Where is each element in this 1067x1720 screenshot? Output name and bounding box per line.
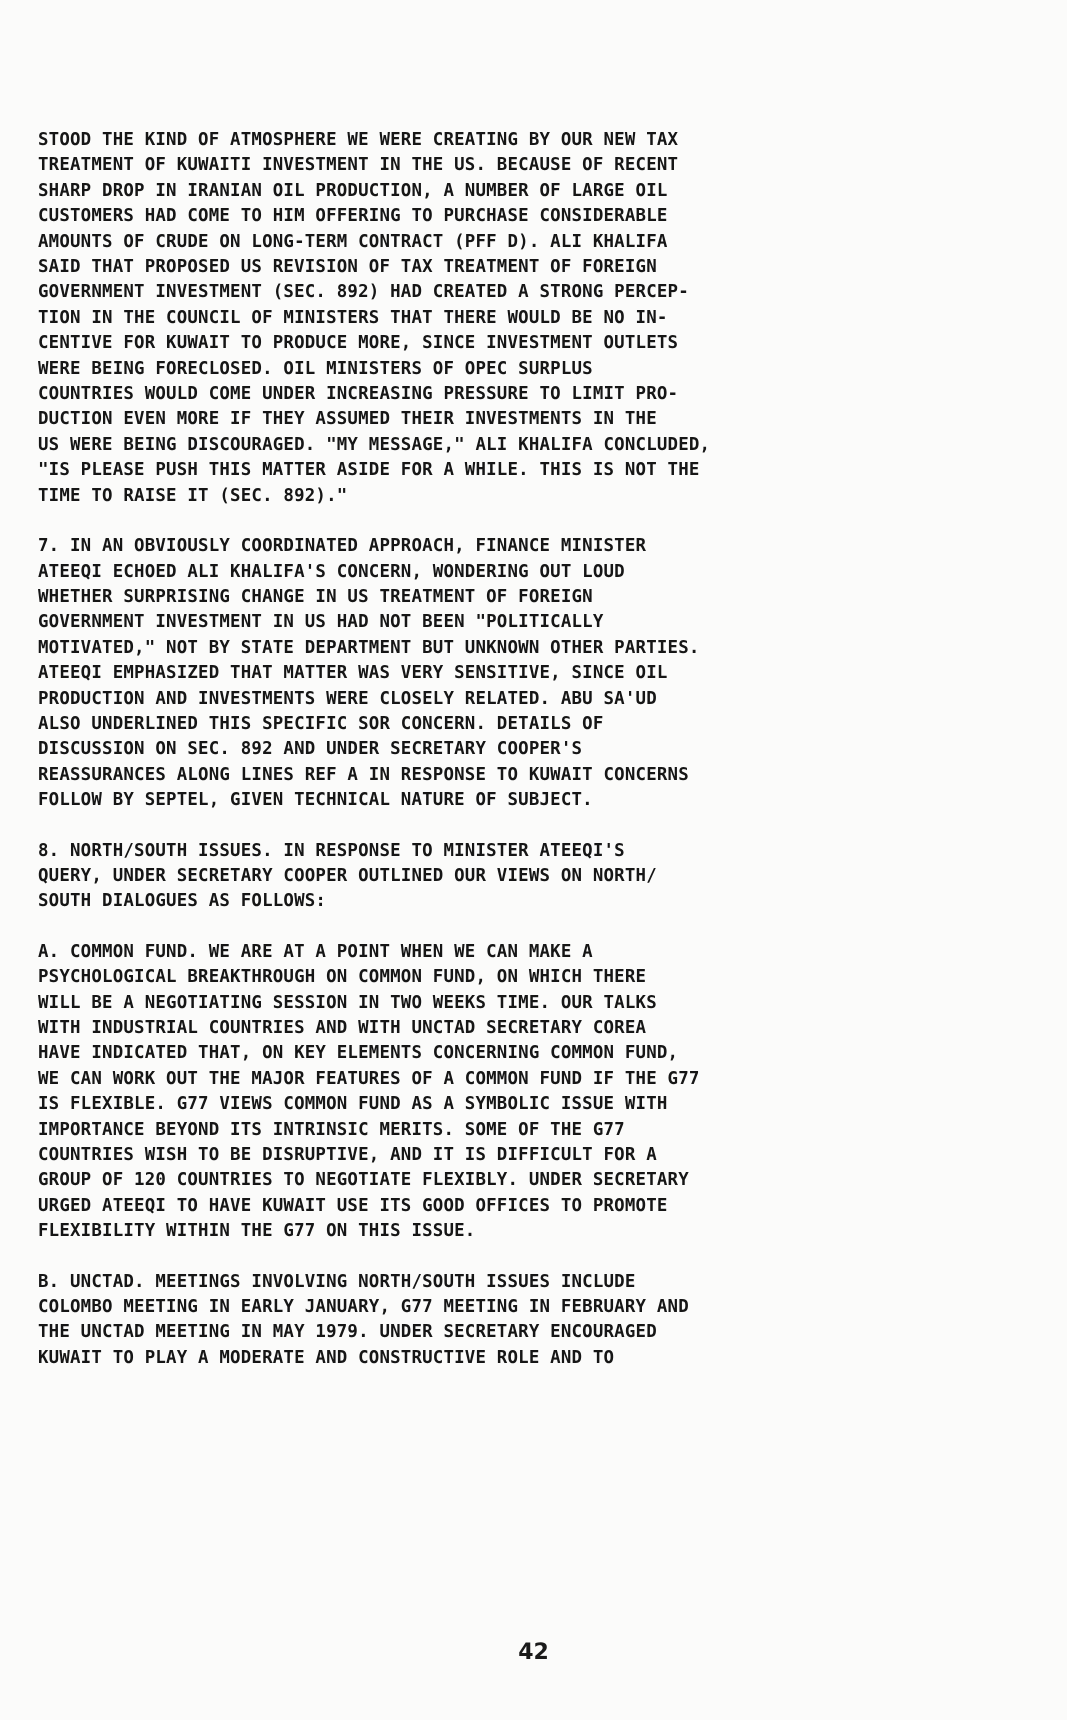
text-line: ATEEQI EMPHASIZED THAT MATTER WAS VERY SENSITIVE, SINCE OIL	[38, 663, 668, 684]
text-line: ALSO UNDERLINED THIS SPECIFIC SOR CONCERN. DETAILS OF	[38, 713, 604, 734]
paragraph-8a-common-fund	[38, 940, 1008, 1245]
text-line: 8. NORTH/SOUTH ISSUES. IN RESPONSE TO MINISTER ATEEQI'S	[38, 840, 625, 861]
text-line: WITH INDUSTRIAL COUNTRIES AND WITH UNCTAD SECRETARY COREA	[38, 1018, 647, 1038]
text-line: QUERY, UNDER SECRETARY COOPER OUTLINED OUR VIEWS ON NORTH/	[38, 865, 657, 886]
text-line: WE CAN WORK OUT THE MAJOR FEATURES OF A COMMON FUND IF THE G77	[38, 1068, 700, 1089]
text-line: TION IN THE COUNCIL OF MINISTERS THAT THERE WOULD BE NO IN-	[38, 307, 668, 328]
text-line: WHETHER SURPRISING CHANGE IN US TREATMENT OF FOREIGN	[38, 586, 593, 607]
text-line: IMPORTANCE BEYOND ITS INTRINSIC MERITS. SOME OF THE G77	[38, 1119, 625, 1140]
text-line: FLEXIBILITY WITHIN THE G77 ON THIS ISSUE.	[38, 1221, 476, 1242]
text-line: PSYCHOLOGICAL BREAKTHROUGH ON COMMON FUND, ON WHICH THERE	[38, 967, 647, 988]
text-line: GOVERNMENT INVESTMENT IN US HAD NOT BEEN "POLITICALLY	[38, 612, 604, 633]
cable-text-body	[38, 128, 1008, 1396]
text-line: B. UNCTAD. MEETINGS INVOLVING NORTH/SOUTH ISSUES INCLUDE	[38, 1271, 636, 1292]
paragraph-7	[38, 534, 1008, 813]
text-line: TREATMENT OF KUWAITI INVESTMENT IN THE US. BECAUSE OF RECENT	[38, 155, 679, 176]
text-line: MOTIVATED," NOT BY STATE DEPARTMENT BUT UNKNOWN OTHER PARTIES.	[38, 637, 700, 658]
text-line: COUNTRIES WOULD COME UNDER INCREASING PRESSURE TO LIMIT PRO-	[38, 384, 679, 405]
paragraph-continuation	[38, 128, 1008, 509]
text-line: WERE BEING FORECLOSED. OIL MINISTERS OF OPEC SURPLUS	[38, 358, 593, 379]
text-line: CENTIVE FOR KUWAIT TO PRODUCE MORE, SINCE INVESTMENT OUTLETS	[38, 333, 679, 354]
text-line: GROUP OF 120 COUNTRIES TO NEGOTIATE FLEXIBLY. UNDER SECRETARY	[38, 1170, 689, 1191]
text-line: COLOMBO MEETING IN EARLY JANUARY, G77 MEETING IN FEBRUARY AND	[38, 1297, 689, 1318]
text-line: FOLLOW BY SEPTEL, GIVEN TECHNICAL NATURE OF SUBJECT.	[38, 790, 593, 811]
page-number: 42	[518, 1640, 549, 1665]
text-line: GOVERNMENT INVESTMENT (SEC. 892) HAD CREATED A STRONG PERCEP-	[38, 282, 689, 303]
text-line: WILL BE A NEGOTIATING SESSION IN TWO WEEKS TIME. OUR TALKS	[38, 992, 657, 1013]
text-line: KUWAIT TO PLAY A MODERATE AND CONSTRUCTIVE ROLE AND TO	[38, 1347, 615, 1368]
text-line: DUCTION EVEN MORE IF THEY ASSUMED THEIR INVESTMENTS IN THE	[38, 409, 657, 430]
text-line: PRODUCTION AND INVESTMENTS WERE CLOSELY RELATED. ABU SA'UD	[38, 688, 657, 709]
text-line: TIME TO RAISE IT (SEC. 892)."	[38, 485, 348, 506]
paragraph-8b-unctad	[38, 1270, 1008, 1372]
text-line: REASSURANCES ALONG LINES REF A IN RESPONSE TO KUWAIT CONCERNS	[38, 764, 689, 785]
text-line: STOOD THE KIND OF ATMOSPHERE WE WERE CREATING BY OUR NEW TAX	[38, 130, 679, 150]
text-line: URGED ATEEQI TO HAVE KUWAIT USE ITS GOOD OFFICES TO PROMOTE	[38, 1195, 668, 1216]
text-line: CUSTOMERS HAD COME TO HIM OFFERING TO PURCHASE CONSIDERABLE	[38, 206, 668, 227]
text-line: 7. IN AN OBVIOUSLY COORDINATED APPROACH, FINANCE MINISTER	[38, 536, 647, 557]
text-line: THE UNCTAD MEETING IN MAY 1979. UNDER SECRETARY ENCOURAGED	[38, 1322, 657, 1343]
text-line: "IS PLEASE PUSH THIS MATTER ASIDE FOR A WHILE. THIS IS NOT THE	[38, 460, 700, 481]
text-line: SAID THAT PROPOSED US REVISION OF TAX TREATMENT OF FOREIGN	[38, 257, 657, 278]
text-line: DISCUSSION ON SEC. 892 AND UNDER SECRETARY COOPER'S	[38, 739, 583, 760]
text-line: SOUTH DIALOGUES AS FOLLOWS:	[38, 891, 327, 912]
text-line: ATEEQI ECHOED ALI KHALIFA'S CONCERN, WONDERING OUT LOUD	[38, 561, 625, 582]
text-line: SHARP DROP IN IRANIAN OIL PRODUCTION, A NUMBER OF LARGE OIL	[38, 180, 668, 201]
text-line: A. COMMON FUND. WE ARE AT A POINT WHEN WE CAN MAKE A	[38, 941, 593, 962]
text-line: US WERE BEING DISCOURAGED. "MY MESSAGE," ALI KHALIFA CONCLUDED,	[38, 434, 711, 455]
text-line: COUNTRIES WISH TO BE DISRUPTIVE, AND IT IS DIFFICULT FOR A	[38, 1145, 657, 1166]
text-line: AMOUNTS OF CRUDE ON LONG-TERM CONTRACT (PFF D). ALI KHALIFA	[38, 231, 668, 252]
text-line: HAVE INDICATED THAT, ON KEY ELEMENTS CONCERNING COMMON FUND,	[38, 1043, 679, 1064]
text-line: IS FLEXIBLE. G77 VIEWS COMMON FUND AS A SYMBOLIC ISSUE WITH	[38, 1094, 668, 1115]
paragraph-8	[38, 839, 1008, 915]
